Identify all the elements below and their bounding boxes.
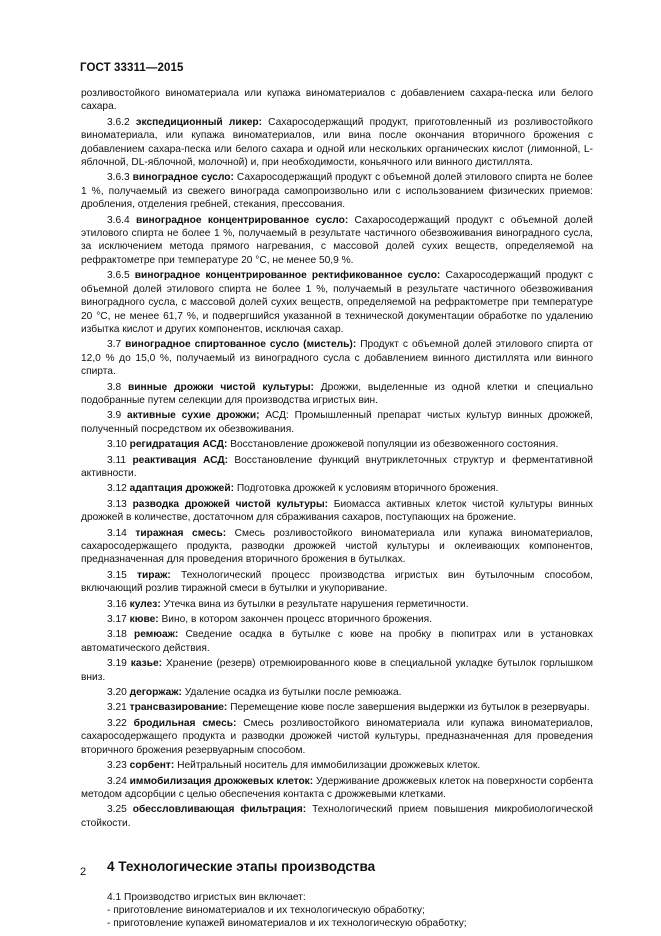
clause-number: 3.16 [107, 598, 127, 610]
definition-paragraph [81, 409, 593, 436]
definition-text: Сахаросодержащий продукт, приготовленный из розливостойкого виноматериала, или купажа виноматериалов, или вина после окончания вторичного брожения с добавлением сахара-песка или белого сахара и одной или нескольких органических кислот (лимонной, L-яблочной, DL-яблочной, молочной) и, при необходимости, коньячного или винного дистиллята. [81, 116, 593, 169]
definition-paragraph [81, 613, 593, 626]
definition-paragraph [81, 498, 593, 525]
term-name: тираж: [137, 569, 171, 581]
definition-paragraph [81, 759, 593, 772]
section-title: 4 Технологические этапы производства [107, 859, 376, 875]
list-item: - приготовление купажей виноматериалов и их технологическую обработку; [107, 918, 467, 930]
definition-text: розливостойкого виноматериала или купажа виноматериалов с добавлением сахара-песка или белого сахара. [81, 88, 593, 113]
definition-paragraph [81, 338, 593, 378]
document-header: ГОСТ 33311—2015 [80, 62, 184, 74]
definition-paragraph [81, 482, 593, 495]
definition-paragraph [81, 171, 593, 211]
definition-paragraph [81, 717, 593, 757]
term-name: казье: [130, 658, 163, 670]
clause-number: 3.6.2 [107, 116, 130, 128]
term-name: регидратация АСД: [129, 439, 228, 451]
page-content [81, 87, 593, 931]
clause-number: 3.8 [107, 381, 122, 393]
definition-paragraph [81, 775, 593, 802]
definitions-list [81, 87, 593, 830]
definition-paragraph [81, 598, 593, 611]
clause-number: 3.11 [107, 454, 127, 466]
definition-text: Сахаросодержащий продукт с объемной долей этилового спирта не более 1 %, получаемый в результате частичного обезвоживания виноградного сусла, за исключением метода прямого нагревания, с массовой долей сухих веществ, определяемой на рефрактометре при температуре 20 °С, не менее 50,9 %. [81, 214, 593, 266]
definition-text: Подготовка дрожжей к условиям вторичного брожения. [236, 483, 499, 495]
definition-paragraph [81, 628, 593, 655]
term-name: реактивация АСД: [132, 454, 228, 466]
term-name: разводка дрожжей чистой культуры: [132, 498, 329, 510]
clause-number: 3.19 [107, 658, 127, 670]
definition-paragraph [81, 527, 593, 567]
definition-text: Удаление осадка из бутылки после ремюажа. [184, 687, 402, 699]
clause-number: 3.7 [107, 339, 122, 351]
definition-paragraph [81, 87, 593, 114]
definition-paragraph [81, 803, 593, 830]
clause-number: 3.22 [107, 717, 127, 729]
term-name: тиражная смесь: [135, 527, 227, 539]
clause-number: 3.21 [107, 702, 127, 714]
definition-paragraph [81, 214, 593, 268]
term-name: виноградное концентрированное ректификованное сусло: [134, 270, 441, 282]
production-list [81, 891, 593, 931]
clause-number: 3.25 [107, 804, 127, 816]
definition-text: Смесь розливостойкого виноматериала или купажа виноматериалов, сахаросодержащего продукта и разводки дрожжей чистой культуры, предназначенная для проведения вторичного брожения резервуарным способом. [81, 717, 593, 756]
definition-text: Технологический процесс производства игристых вин бутылочным способом, включающий розлив тиражной смеси в бутылки и укупоривание. [81, 569, 593, 595]
term-name: виноградное спиртованное сусло (мистель): [125, 339, 357, 351]
clause-number: 3.12 [107, 483, 127, 495]
definition-text: Удерживание дрожжевых клеток на поверхности сорбента методом адсорбции с целью обеспечения контакта с дрожжевыми клетками. [81, 775, 593, 800]
definition-paragraph [81, 381, 593, 408]
term-name: винные дрожжи чистой культуры: [128, 381, 314, 393]
definition-paragraph [81, 116, 593, 170]
clause-number: 3.18 [107, 629, 127, 641]
term-name: ремюаж: [134, 629, 179, 641]
term-name: сорбент: [129, 760, 175, 772]
definition-text: Восстановление дрожжевой популяции из обезвоженного состояния. [230, 439, 559, 451]
clause-number: 3.20 [107, 687, 127, 699]
definition-text: Технологический прием повышения микробиологической стойкости. [81, 804, 593, 829]
term-name: кулез: [129, 598, 161, 610]
definition-text: АСД: Промышленный препарат чистых культур винных дрожжей, полученный посредством их обезвоживания. [81, 410, 593, 435]
definition-paragraph [81, 569, 593, 596]
definition-paragraph [81, 454, 593, 481]
list-item: 4.1 Производство игристых вин включает: [107, 891, 306, 903]
clause-number: 3.14 [107, 527, 127, 539]
definition-text: Продукт с объемной долей этилового спирта от 12,0 % до 15,0 %, получаемый из виноградного сусла с добавлением винного дистиллята или винного спирта. [81, 339, 593, 378]
definition-text: Перемещение кюве после завершения выдержки из бутылок в резервуары. [230, 702, 590, 714]
clause-number: 3.6.4 [107, 214, 130, 226]
term-name: виноградное сусло: [132, 172, 234, 184]
definition-text: Хранение (резерв) отремюированного кюве в специальной укладке бутылок горлышком вниз. [81, 658, 593, 683]
clause-number: 3.13 [107, 498, 127, 510]
term-name: трансвазирование: [129, 702, 228, 714]
clause-number: 3.17 [107, 614, 127, 626]
term-name: активные сухие дрожжи; [127, 410, 260, 422]
clause-number: 3.6.3 [107, 172, 130, 184]
definition-paragraph [81, 657, 593, 684]
definition-text: Восстановление функций внутриклеточных структур и ферментативной активности. [81, 454, 593, 479]
clause-number: 3.23 [107, 760, 127, 772]
term-name: обессловливающая фильтрация: [132, 804, 307, 816]
clause-number: 3.6.5 [107, 270, 130, 282]
section-heading-wrap [81, 860, 593, 873]
clause-number: 3.10 [107, 439, 127, 451]
term-name: дегоржаж: [129, 687, 182, 699]
term-name: кюве: [129, 614, 159, 626]
definition-paragraph [81, 438, 593, 451]
definition-text: Вино, в котором закончен процесс вторичного брожения. [161, 614, 433, 626]
term-name: бродильная смесь: [133, 717, 237, 729]
definition-text: Биомасса активных клеток чистой культуры винных дрожжей в количестве, достаточном для сбраживания сахаров, поступающих на брожение. [81, 498, 593, 524]
clause-number: 3.15 [107, 569, 127, 581]
definition-paragraph [81, 701, 593, 714]
term-name: виноградное концентрированное сусло: [136, 214, 349, 226]
definition-text: Смесь розливостойкого виноматериала или купажа виноматериалов, сахаросодержащего продукта, разводки дрожжей чистой культуры и оклеивающих компонентов, предназначенная для проведения вторичного брожения в бутылках. [81, 527, 593, 566]
definition-text: Сахаросодержащий продукт с объемной долей этилового спирта не более 1 %, получаемый в результате частичного обезвоживания виноградного сусла, с массовой долей сухих веществ, определяемой на рефрактометре при температуре 20 °С, не менее 61,7 %, и подвергшийся указанной в технической документации обработке по удалению избытка кислот и других компонентов, исключая сахар. [81, 270, 593, 335]
definition-text: Утечка вина из бутылки в результате нарушения герметичности. [163, 598, 469, 610]
term-name: экспедиционный ликер: [135, 116, 262, 128]
clause-number: 3.9 [107, 410, 122, 422]
definition-paragraph [81, 269, 593, 336]
definition-text: Сведение осадка в бутылке с кюве на пробку в пюпитрах или в установках автоматического действия. [81, 629, 593, 654]
definition-text: Сахаросодержащий продукт с объемной долей этилового спирта не более 1 %, получаемый из свежего винограда самопроизвольно или с использованием физических приемов: дробления, отделения гребней, стекания, прессования. [81, 172, 593, 211]
definition-text: Нейтральный носитель для иммобилизации дрожжевых клеток. [177, 760, 481, 772]
definition-text: Дрожжи, выделенные из одной клетки и специально подобранные путем селекции для производства игристых вин. [81, 381, 593, 406]
definition-paragraph [81, 686, 593, 699]
clause-number: 3.24 [107, 775, 127, 787]
page-number: 2 [80, 866, 87, 878]
term-name: адаптация дрожжей: [129, 483, 234, 495]
term-name: иммобилизация дрожжевых клеток: [129, 775, 314, 787]
list-item: - приготовление виноматериалов и их технологическую обработку; [107, 904, 425, 916]
